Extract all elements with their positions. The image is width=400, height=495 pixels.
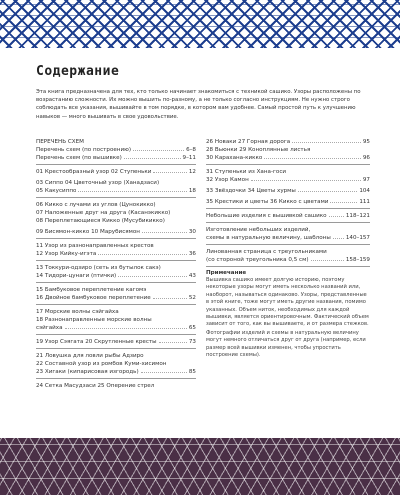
toc-entry-text[interactable]: 03 Сиппо 04 Цветочный узор (Ханадзаси)	[36, 180, 160, 186]
toc-entry[interactable]: 12 Узор Кийку-игэта 36	[36, 251, 196, 257]
toc-entry-text[interactable]: 13 Токкури-одзиро (сеть из бутылок сакэ)	[36, 265, 161, 271]
toc-section	[206, 226, 370, 245]
toc-entry[interactable]: (со стороной треугольника 0,5 см) 158–159	[206, 257, 370, 263]
page-title: Содержание	[36, 64, 120, 79]
toc-entry-text[interactable]: Линованная страница с треугольниками	[206, 249, 327, 255]
toc-entry-text[interactable]: Изготовление небольших изделий,	[206, 227, 311, 233]
toc-entry[interactable]: схемы в натуральную величину, шаблоны 140–157	[206, 235, 370, 241]
toc-section	[36, 264, 196, 283]
toc-entry[interactable]: Перечень схем (по вышивке) 9–11	[36, 155, 196, 161]
toc-entry-text[interactable]: 31 Ступеньки из Хана-госи	[206, 169, 287, 175]
toc-entry[interactable]: 01 Крестообразный узор 02 Ступеньки 12	[36, 169, 196, 175]
toc-section	[206, 138, 370, 165]
toc-section	[36, 352, 196, 379]
toc-entry-text[interactable]: 07 Наложенные друг на друга (Касанэкикко)	[36, 210, 171, 216]
purple-sashiko-pattern-band	[0, 438, 400, 495]
toc-entry[interactable]: 23 Хигаки (кипарисовая изгородь) 85	[36, 369, 196, 375]
toc-entry[interactable]: сэйгайха 65	[36, 325, 196, 331]
toc-entry[interactable]: Перечень схем (по построению) 6–8	[36, 147, 196, 153]
toc-section	[36, 382, 196, 392]
toc-entry[interactable]: 19 Узор Сэягата 20 Скрутленные кресты 73	[36, 339, 196, 345]
toc-section	[206, 212, 370, 223]
toc-entry[interactable]: 09 Бисямон-кикко 10 Марубисямон 30	[36, 229, 196, 235]
toc-section	[36, 308, 196, 335]
toc-entry-text[interactable]: 28 Вьюнки 29 Коноплянные листья	[206, 147, 311, 153]
toc-entry[interactable]: 14 Тидори-цунаги (птички) 43	[36, 273, 196, 279]
toc-section	[36, 242, 196, 261]
toc-entry-text[interactable]: 22 Составной узор из ромбов Куми-хисимон	[36, 361, 167, 367]
note-heading: Примечание	[206, 270, 247, 276]
toc-entry[interactable]: 30 Караханa-кикко 96	[206, 155, 370, 161]
toc-right-column	[206, 138, 370, 364]
blue-sashiko-pattern-band	[0, 0, 400, 48]
note-paragraph: Вышивка сашико имеет долгую историю, поэтому некоторые узоры могут иметь несколько названий или, наоборот, называться одинаково. Узоры, представленные в этой книге, тоже могут иметь другие названия, помимо указанных. Объем ниток, необходимых для каждой вышивки, является ориентировочным. Фактический объем зависит от того, как вы вышиваете, и от размера стежков.	[206, 277, 369, 328]
toc-section	[36, 286, 196, 305]
intro-paragraph: Эта книга предназначена для тех, кто только начинает знакомиться с техникой сашико. Узоры расположены по возрастанию сложности. Их можно вышить по-разному, а не только согласно инструкциям. Не нужно строго соблюдать все указания, вышивайте в том порядке, в котором вам удобнее. Самый простой путь к улучшению навыков — много вышивать в свое удовольствие.	[36, 89, 361, 120]
toc-entry[interactable]: 05 Какусиппо 18	[36, 188, 196, 194]
toc-entry-text[interactable]: 17 Морские волны сэйгайха	[36, 309, 119, 315]
toc-entry-text[interactable]: 24 Сетка Масудзаси 25 Оперение стрел	[36, 383, 155, 389]
toc-entry[interactable]: 35 Крестики и цветы 36 Кикко с цветами 111	[206, 199, 370, 205]
toc-entry[interactable]: 16 Двойное бамбуковое переплетение 52	[36, 295, 196, 301]
toc-section	[36, 338, 196, 349]
toc-entry-text[interactable]: 15 Бамбуковое переплетение кагомэ	[36, 287, 147, 293]
toc-section	[36, 138, 196, 165]
note-section	[206, 270, 370, 361]
toc-section	[206, 248, 370, 267]
toc-entry-text[interactable]: 18 Разнонаправленные морские волны	[36, 317, 152, 323]
toc-entry-text[interactable]: 11 Узор из разнонаправленных крестов	[36, 243, 154, 249]
note-paragraph: Фотографии изделий и схемы в натуральную величину могут немного отличаться друг от друга (например, если размер всей вышивки изменен, чтобы упростить построение схемы).	[206, 329, 366, 359]
toc-section	[36, 201, 196, 239]
toc-entry[interactable]: 33 Звёздочки 34 Цветы хурмы 104	[206, 188, 370, 194]
toc-entry-text[interactable]: 06 Кикко с лучами из углов (Цунокикко)	[36, 202, 156, 208]
toc-heading: ПЕРЕЧЕНЬ СХЕМ	[36, 139, 84, 145]
toc-entry[interactable]: Небольшие изделия с вышивкой сашико 118–121	[206, 213, 370, 219]
toc-section	[206, 168, 370, 209]
toc-left-column	[36, 138, 196, 395]
toc-entry-text[interactable]: 21 Ловушка для ловли рыбы Адзиро	[36, 353, 144, 359]
toc-entry-text[interactable]: 08 Переплетающиеся Кикко (Мусубикикко)	[36, 218, 165, 224]
toc-entry[interactable]: 26 Новаки 27 Горная дорога 95	[206, 139, 370, 145]
toc-section	[36, 168, 196, 198]
toc-entry[interactable]: 32 Узор Камон 97	[206, 177, 370, 183]
